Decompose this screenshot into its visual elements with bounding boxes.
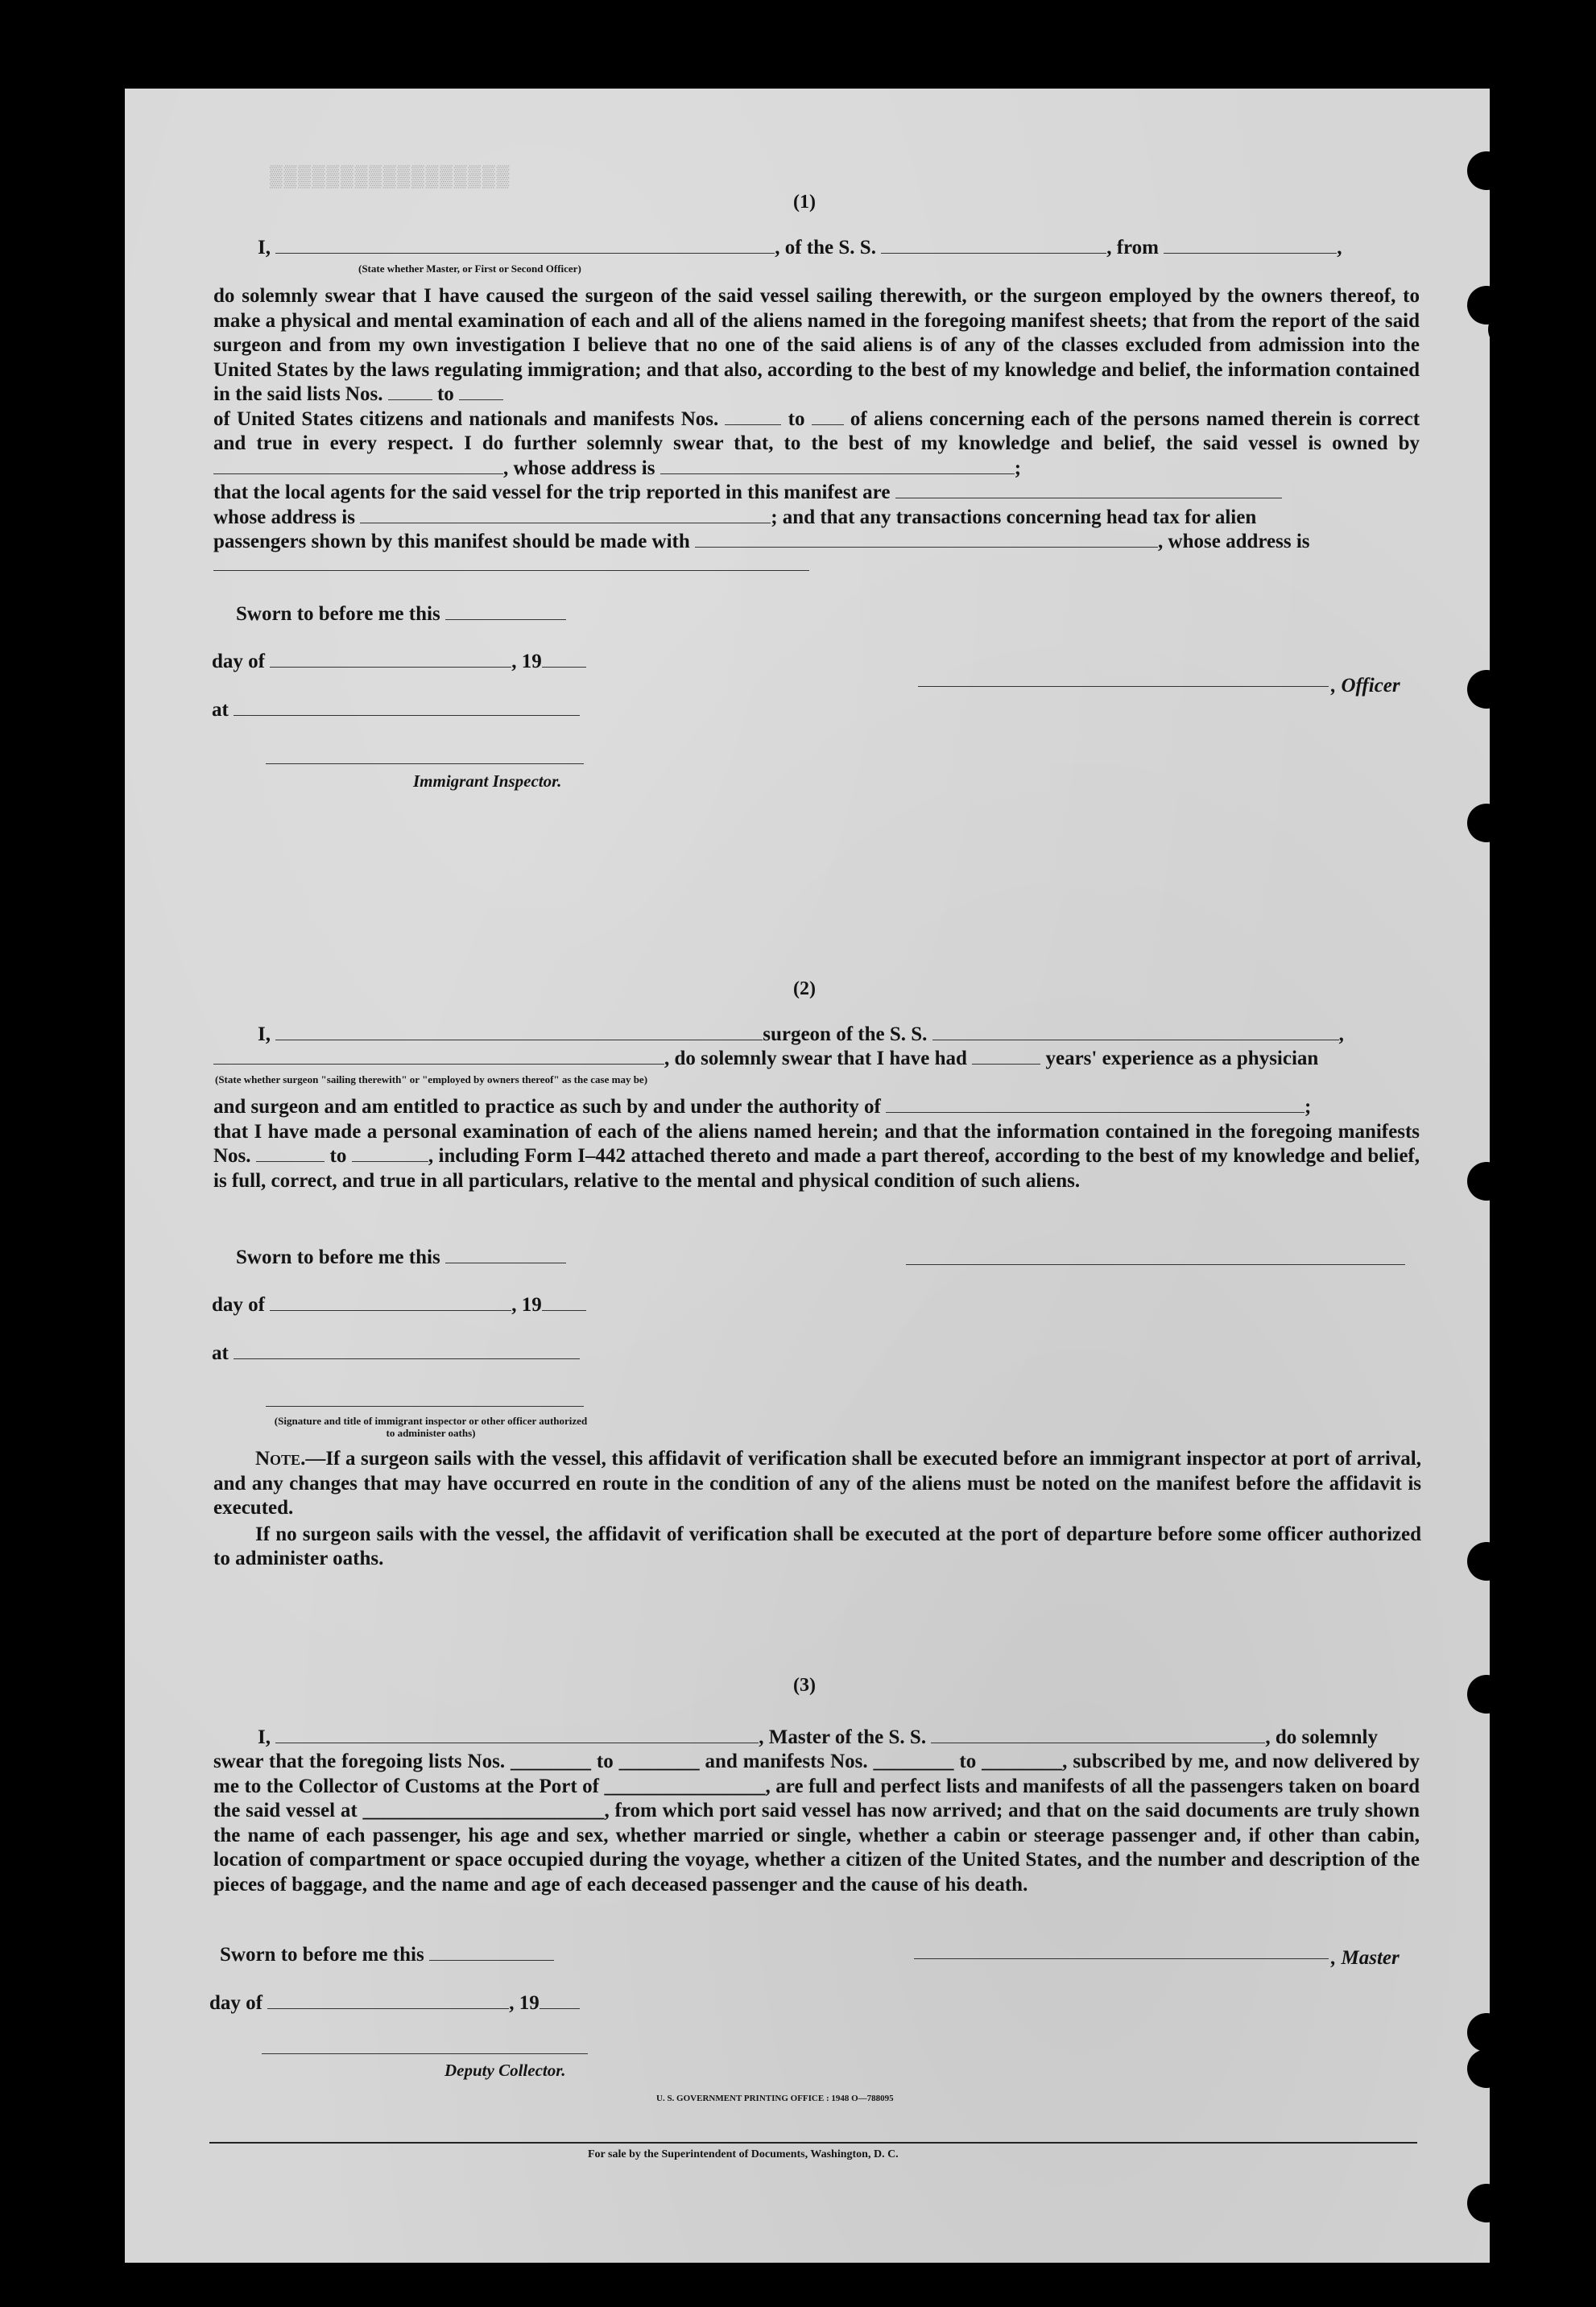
master-label: , Master <box>1331 1947 1400 1969</box>
master-signature-line[interactable] <box>914 1958 1329 1959</box>
signature-hint: (Signature and title of immigrant inspector or other officer authorized to administer oaths) <box>274 1415 588 1439</box>
text: , including Form I–442 attached thereto and made a part thereof, according to the best of my knowledge and belief, is full, correct, and true in all particulars, relative to the mental and physical condition of such aliens. <box>213 1145 1420 1192</box>
manifests-to-blank[interactable] <box>812 408 844 425</box>
lists-from-blank[interactable] <box>388 383 432 400</box>
text: , do solemnly swear that I have had <box>664 1048 967 1069</box>
agents-address-blank[interactable] <box>360 506 771 523</box>
text: , whose address is <box>1158 531 1310 552</box>
place-blank[interactable] <box>234 1342 580 1359</box>
text: do solemnly swear that I have caused the surgeon of the said vessel sailing therewith, or the surgeon employed by the owners thereof, to make a physical and mental examination of each and all of the aliens named in the foregoing manifest sheets; that from the report of the said surgeon and from my own investigation I believe that no one of the said aliens is of any of the classes excluded from admission into the United States by the laws regulating immigration; and that also, according to the best of my knowledge and belief, the information contained in the said lists Nos. <box>213 285 1420 405</box>
text: at <box>212 699 229 721</box>
officer-signature-line[interactable] <box>918 686 1329 687</box>
footer-rule <box>209 2142 1417 2144</box>
punch-hole <box>1467 1162 1506 1201</box>
authority-blank[interactable] <box>886 1096 1305 1113</box>
punch-hole <box>1467 2013 1506 2052</box>
officer-hint: (State whether Master, or First or Second Officer) <box>358 263 581 275</box>
head-tax-contact-blank[interactable] <box>695 531 1158 548</box>
owner-address-blank[interactable] <box>660 457 1015 474</box>
sworn-day-blank[interactable] <box>429 1944 554 1961</box>
note-label: Note. <box>255 1448 306 1470</box>
inspector-label: Immigrant Inspector. <box>413 771 562 791</box>
text: Sworn to before me this <box>236 603 440 625</box>
document-page <box>125 89 1490 2263</box>
punch-hole <box>1467 670 1506 709</box>
section-3-number: (3) <box>793 1675 816 1696</box>
section-3-line-1 <box>258 1726 1378 1750</box>
month-blank[interactable] <box>267 1992 509 2009</box>
text: , do solemnly <box>1265 1726 1378 1748</box>
text: , whose address is <box>503 457 655 479</box>
text: I, <box>258 237 271 258</box>
section-1-number: (1) <box>793 192 816 213</box>
text: day of <box>209 1992 263 2014</box>
section-2-at <box>212 1342 580 1366</box>
deputy-label: Deputy Collector. <box>444 2061 566 2080</box>
text: If no surgeon sails with the vessel, the affidavit of verification shall be executed at the port of departure before some officer authorized to administer oaths. <box>213 1523 1421 1569</box>
text: , 19 <box>511 1294 542 1316</box>
month-blank[interactable] <box>270 1294 511 1311</box>
section-2-line-2 <box>213 1047 1318 1071</box>
local-agents-blank[interactable] <box>895 482 1282 498</box>
text: I, <box>258 1726 271 1748</box>
section-3-day-of <box>209 1991 580 2016</box>
text: to <box>329 1145 347 1167</box>
lists-to-blank[interactable] <box>459 383 503 400</box>
text: that the local agents for the said vessel for the trip reported in this manifest are <box>213 482 891 503</box>
section-2-paragraph: and surgeon and am entitled to practice as such by and under the authority of ; that I have made a personal examination of each of the aliens named herein; and that the information contained in the foregoing manifests Nos. to , including Form I–442 attached thereto and made a part thereof, according to the best of my knowledge and belief, is full, correct, and true in all particulars, relative to the mental and physical condition of such aliens. <box>213 1096 1420 1192</box>
surgeon-manifests-to-blank[interactable] <box>352 1145 428 1162</box>
section-2-line-1: I, surgeon of the S. S. , <box>258 1023 1344 1045</box>
deputy-signature-line[interactable] <box>262 2053 588 2054</box>
text: , Master of the S. S. <box>759 1726 927 1748</box>
punch-hole <box>1467 1675 1506 1714</box>
surgeon-manifests-from-blank[interactable] <box>256 1145 325 1162</box>
text: day of <box>212 651 265 672</box>
text: Sworn to before me this <box>220 1944 424 1966</box>
text: that I have made a personal examination of each of the aliens named herein; and that the information contained in the foregoing manifests Nos. <box>213 1120 1420 1167</box>
text: years' experience as a physician <box>1045 1048 1319 1069</box>
master-name-blank[interactable] <box>275 1726 759 1743</box>
punch-hole <box>1467 2184 1506 2222</box>
sworn-day-blank[interactable] <box>445 1247 566 1263</box>
text: ; and that any transactions concerning head tax for alien <box>771 506 1257 528</box>
text: to <box>436 383 454 405</box>
section-1-paragraph: do solemnly swear that I have caused the surgeon of the said vessel sailing therewith, or the surgeon employed by the owners thereof, to make a physical and mental examination of each and all of the aliens named in the foregoing manifest sheets; that from the report of the said surgeon and from my own investigation I believe that no one of the said aliens is of any of the classes excluded from admission into the United States by the laws regulating immigration; and that also, according to the best of my knowledge and belief, the information contained in the said lists Nos. to of United States citizens and nationals and manifests Nos. to of aliens concerning each of the persons named therein is correct and true in every respect. I do further solemnly swear that, to the best of my knowledge and belief, the said vessel is owned by , whose address is ; that the local agents for the said vessel for the trip reported in this manifest are whose address is ; and that any transactions concerning head tax for alien passengers shown by this manifest should be made with , whose address is <box>213 285 1420 552</box>
place-blank[interactable] <box>234 699 580 716</box>
for-sale-note: For sale by the Superintendent of Documents, Washington, D. C. <box>588 2148 899 2160</box>
year-blank[interactable] <box>542 651 586 668</box>
punch-hole <box>1467 151 1506 190</box>
text: at <box>212 1342 229 1364</box>
section-2-number: (2) <box>793 978 816 999</box>
surgeon-vessel-blank[interactable] <box>932 1023 1339 1040</box>
manifests-from-blank[interactable] <box>725 408 781 425</box>
section-2-day-of <box>212 1293 586 1317</box>
section-1-day-of <box>212 650 586 674</box>
text: day of <box>212 1294 265 1316</box>
years-blank[interactable] <box>972 1048 1040 1065</box>
officer-name-blank[interactable] <box>275 237 775 254</box>
section-1-line-1: I, , of the S. S. , from , <box>258 237 1342 258</box>
year-blank[interactable] <box>540 1992 580 2009</box>
text: of United States citizens and nationals and manifests Nos. <box>213 407 719 430</box>
officer-label: , Officer <box>1331 675 1400 697</box>
punch-hole <box>1467 1542 1506 1581</box>
text: Sworn to before me this <box>236 1247 440 1268</box>
bleed-through-text: ▒▒▒▒▒▒▒▒▒▒▒▒▒▒▒▒▒ <box>270 165 511 189</box>
note-paragraph <box>213 1447 1421 1572</box>
sworn-day-blank[interactable] <box>445 603 566 620</box>
punch-hole <box>1467 804 1506 842</box>
section-2-sworn <box>236 1246 566 1270</box>
text: of aliens concerning each of the persons named therein is correct and true in every respect. I do further solemnly swear that, to the best of my knowledge and belief, the said vessel is owned by <box>213 407 1420 454</box>
punch-hole <box>1467 2049 1506 2088</box>
surgeon-status-blank[interactable] <box>213 1048 664 1065</box>
surgeon-signature-line[interactable] <box>906 1264 1405 1265</box>
text: surgeon of the S. S. <box>763 1023 928 1045</box>
text: , of the S. S. <box>775 237 876 258</box>
section-3-paragraph: swear that the foregoing lists Nos. ________ to ________ and manifests Nos. ________ to ________, subscribed by me, and now delivered by me to the Collector of Customs at the Port of ________________, are full and perfect lists and manifests of all the passengers taken on board the said vessel at ________________________, from which port said vessel has now arrived; and that on the said documents are truly shown the name of each passenger, his age and sex, whether married or single, whether a cabin or steerage passenger and, if other than cabin, location of compartment or space occupied during the voyage, whether a citizen of the United States, and the number and description of the pieces of baggage, and the name and age of each deceased passenger and the cause of his death. <box>213 1751 1420 1896</box>
head-tax-address-line[interactable] <box>213 570 809 571</box>
owner-blank[interactable] <box>213 457 503 474</box>
text: whose address is <box>213 506 355 528</box>
surgeon-name-blank[interactable] <box>275 1023 763 1040</box>
surgeon-hint: (State whether surgeon "sailing therewith" or "employed by owners thereof" as the case may be) <box>215 1073 648 1085</box>
text: to <box>788 407 805 430</box>
vessel-name-blank[interactable] <box>881 237 1106 254</box>
inspector-signature-line[interactable] <box>266 1406 584 1407</box>
text: , 19 <box>509 1992 540 2014</box>
text: I, <box>258 1023 271 1045</box>
month-blank[interactable] <box>270 651 511 668</box>
text: , 19 <box>511 651 542 672</box>
inspector-signature-line[interactable] <box>266 763 584 764</box>
text: , from <box>1106 237 1159 258</box>
text: and surgeon and am entitled to practice as such by and under the authority of <box>213 1096 881 1118</box>
section-1-at <box>212 698 580 722</box>
section-3-sworn <box>220 1943 554 1967</box>
printing-office-note: U. S. GOVERNMENT PRINTING OFFICE : 1948 O—788095 <box>656 2094 894 2103</box>
text: passengers shown by this manifest should be made with <box>213 531 690 552</box>
master-vessel-blank[interactable] <box>931 1726 1265 1743</box>
from-port-blank[interactable] <box>1164 237 1337 254</box>
section-1-sworn <box>236 602 566 626</box>
punch-hole <box>1488 310 1527 349</box>
text: —If a surgeon sails with the vessel, this affidavit of verification shall be executed before an immigrant inspector at port of arrival, and any changes that may have occurred en route in the condition of any of the aliens must be noted on the manifest before the affidavit is executed. <box>213 1448 1421 1519</box>
year-blank[interactable] <box>542 1294 586 1311</box>
